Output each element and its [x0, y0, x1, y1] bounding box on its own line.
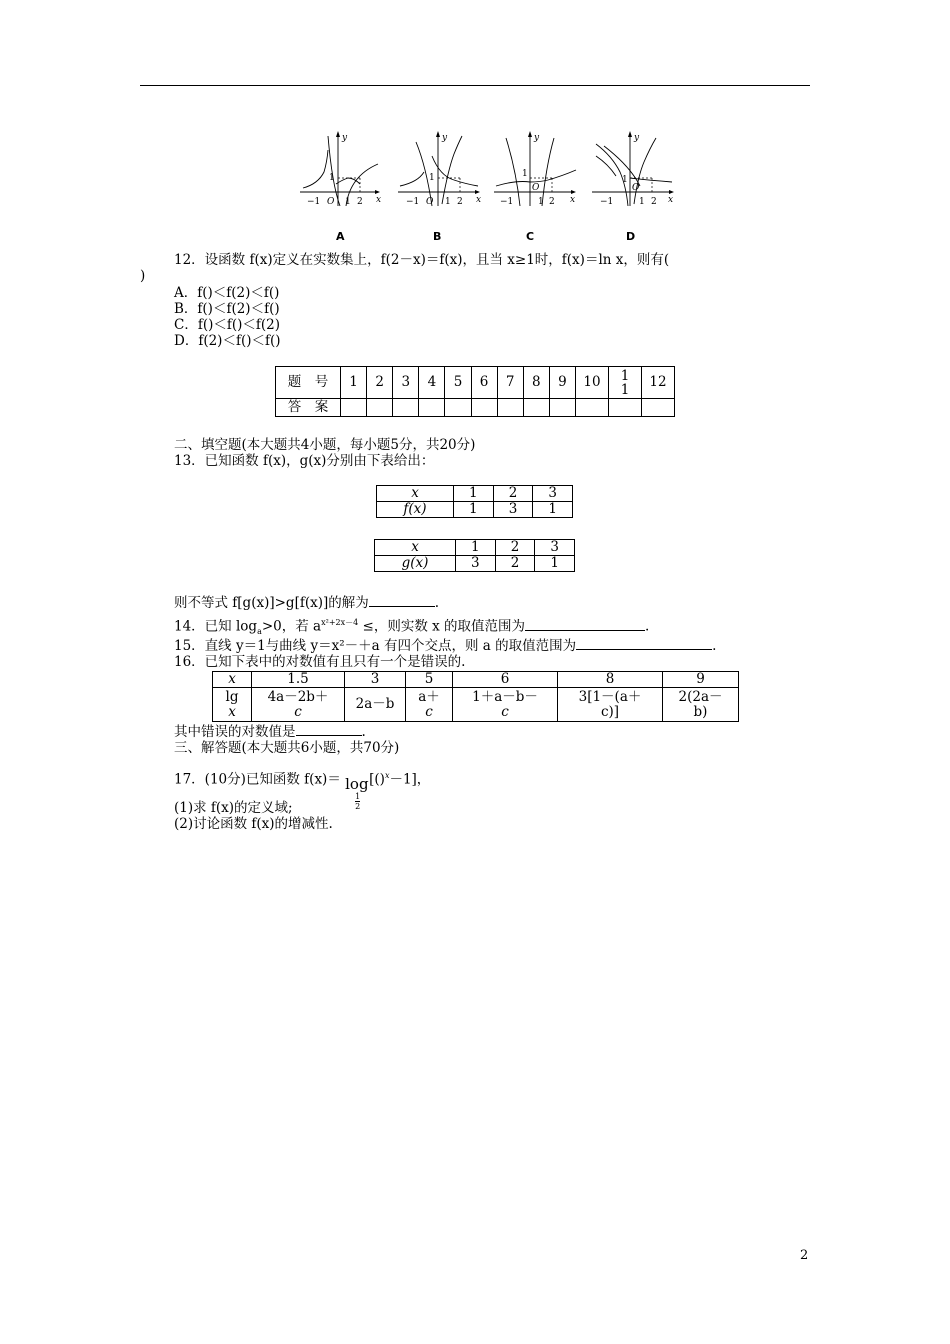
- q13-f-head: 1: [454, 486, 494, 502]
- q12-option-d: D．f(2)＜f()＜f(): [174, 333, 281, 349]
- q16-cell-line: 1＋a－b－: [472, 688, 538, 705]
- q16-table: [212, 671, 739, 722]
- q16-cell: [345, 688, 406, 722]
- q16-head: 3: [345, 672, 406, 688]
- graph-b-tick-neg1: −1: [406, 197, 420, 207]
- q16-cell-line: a＋: [418, 688, 440, 705]
- q16-cell-line: c: [501, 703, 509, 720]
- graph-b-y-label: y: [442, 133, 448, 143]
- graph-d-tick-1y: 1: [622, 175, 628, 185]
- graph-a-origin: O: [327, 197, 335, 207]
- answer-number: 4: [419, 367, 445, 399]
- graph-d-y-label: y: [634, 133, 640, 143]
- q16-cell-line: c: [294, 703, 302, 720]
- graph-b: [396, 126, 482, 208]
- q16-row-label: [213, 688, 252, 722]
- q17-exponent: x: [384, 771, 390, 780]
- q13-f-cell: 3: [493, 502, 533, 518]
- q16-cell: [252, 688, 345, 722]
- answer-table-number-label: 题 号: [276, 367, 341, 399]
- answer-number: 6: [471, 367, 497, 399]
- q17-log-text: log: [345, 774, 369, 793]
- q16-row-label-line: lg: [225, 688, 239, 705]
- answer-cell: [419, 399, 445, 417]
- answer-cell: [367, 399, 393, 417]
- q16-ask-end: .: [361, 724, 366, 740]
- graph-b-tick-1: 1: [445, 197, 451, 207]
- graph-b-tick-1y: 1: [429, 173, 435, 183]
- q13-ask-text: 则不等式 f[g(x)]>g[f(x)]的解为: [174, 595, 369, 611]
- q13-g-head: 3: [535, 540, 575, 556]
- q14-log-base: a: [257, 627, 262, 637]
- graph-a: [298, 126, 382, 208]
- q12-option-b: B．f()＜f(2)＜f(): [174, 301, 280, 317]
- graph-a-tick-1y: 1: [329, 173, 335, 183]
- q17-part-c: －1]，: [389, 771, 431, 788]
- q13-stem: 13．已知函数 f(x)，g(x)分别由下表给出：: [174, 453, 435, 469]
- answer-number: 12: [642, 367, 675, 399]
- q16-cell-line: 3[1－(a＋: [578, 688, 642, 705]
- graph-c-origin: O: [532, 183, 540, 193]
- answer-number: 5: [445, 367, 471, 399]
- q13-ask-end: .: [434, 595, 440, 611]
- q14-part-b: >0，若 a: [261, 618, 322, 635]
- q16-cell-line: 2(2a－: [678, 688, 723, 705]
- graph-b-origin: O: [426, 197, 434, 207]
- q13-g-head: 2: [495, 540, 535, 556]
- q16-head: 1.5: [252, 672, 345, 688]
- answer-number: 9: [549, 367, 575, 399]
- graph-c-label: C: [526, 230, 535, 243]
- header-rule: [140, 85, 810, 86]
- q16-head: 9: [663, 672, 739, 688]
- q12-option-c: C．f()＜f()＜f(2): [174, 317, 281, 333]
- answer-number: 10: [576, 367, 609, 399]
- answer-number: 7: [497, 367, 523, 399]
- answer-number: 2: [367, 367, 393, 399]
- q13-f-row-label: f(x): [377, 502, 454, 518]
- q15-answer-blank: [576, 637, 712, 650]
- q16-head: x: [213, 672, 252, 688]
- q16-stem: 16．已知下表中的对数值有且只有一个是错误的.: [174, 654, 466, 670]
- graph-c-tick-1: 1: [538, 197, 544, 207]
- q16-ask: [174, 723, 366, 740]
- q16-head: 8: [558, 672, 663, 688]
- graph-a-y-label: y: [342, 133, 348, 143]
- q14-exponent: x²+2x－4: [321, 618, 359, 627]
- q13-g-head: 1: [456, 540, 496, 556]
- q16-cell: [558, 688, 663, 722]
- graph-d-origin: O: [632, 183, 640, 193]
- q17-base-top: 1: [355, 791, 361, 801]
- answer-number: 1: [341, 367, 367, 399]
- q13-f-head: x: [377, 486, 454, 502]
- q16-head: 5: [406, 672, 453, 688]
- graph-b-x-label: x: [476, 195, 482, 205]
- q13-table-g: [374, 539, 575, 572]
- q13-f-cell: 1: [533, 502, 573, 518]
- graph-a-tick-1: 1: [345, 197, 351, 207]
- q13-g-cell: 3: [456, 556, 496, 572]
- graph-d-label: D: [626, 230, 636, 243]
- q16-cell-line: 4a－2b＋: [267, 688, 329, 705]
- q13-g-cell: 1: [535, 556, 575, 572]
- q12-option-a: A．f()＜f(2)＜f(): [174, 285, 280, 301]
- answer-number: 3: [393, 367, 419, 399]
- q16-ask-text: 其中错误的对数值是: [174, 724, 296, 740]
- answer-number: 1 1: [609, 367, 642, 399]
- q17-part-2: (2)讨论函数 f(x)的增减性.: [174, 816, 333, 832]
- page-number: 2: [800, 1248, 809, 1263]
- graph-b-tick-2: 2: [457, 197, 463, 207]
- q17-base-bottom: 2: [355, 801, 361, 811]
- q17-part-b: [(): [369, 771, 385, 788]
- q13-answer-blank: [369, 594, 435, 607]
- q13-f-head: 3: [533, 486, 573, 502]
- q13-ask: [174, 594, 439, 611]
- graph-d-tick-1: 1: [639, 197, 645, 207]
- q13-f-cell: 1: [454, 502, 494, 518]
- q12-stem: 12．设函数 f(x)定义在实数集上，f(2－x)＝f(x)，且当 x≥1时，f(x)＝ln x，则有(: [174, 252, 670, 268]
- answer-cell: [576, 399, 609, 417]
- answer-cell: [445, 399, 471, 417]
- q15-part-b: ＋a 有四个交点，则 a 的取值范围为: [358, 638, 577, 654]
- q16-cell: [663, 688, 739, 722]
- q16-row-label-line: x: [228, 703, 236, 720]
- q14-part-c: ≤，则实数 x 的取值范围为: [358, 618, 526, 635]
- graph-a-x-label: x: [376, 195, 382, 205]
- graph-c-y-label: y: [534, 133, 540, 143]
- graph-c-tick-2: 2: [549, 197, 555, 207]
- answer-table-answer-label: 答 案: [276, 399, 341, 417]
- answer-table: [275, 366, 675, 417]
- answer-number: 8: [523, 367, 549, 399]
- graph-c-tick-neg1: −1: [500, 197, 514, 207]
- graph-d-x-label: x: [668, 195, 674, 205]
- q17-part-a: 17．(10分)已知函数 f(x)＝: [174, 771, 341, 788]
- graph-a-tick-2: 2: [357, 197, 363, 207]
- q16-cell-line: c: [425, 703, 433, 720]
- graph-c-tick-1y: 1: [522, 169, 528, 179]
- q12-stem-end: ): [140, 268, 146, 284]
- q16-cell: [406, 688, 453, 722]
- q14-part-a: 14．已知 log: [174, 618, 258, 635]
- q13-g-head: x: [375, 540, 456, 556]
- graph-d: [590, 126, 676, 208]
- q17-log-base: [355, 792, 360, 811]
- q14-part-d: .: [645, 618, 650, 635]
- q13-g-cell: 2: [495, 556, 535, 572]
- q16-cell: [453, 688, 558, 722]
- q16-cell-line: b): [693, 703, 708, 720]
- answer-cell: [642, 399, 675, 417]
- graph-a-tick-neg1: −1: [307, 197, 321, 207]
- answer-cell: [549, 399, 575, 417]
- graph-a-label: A: [336, 230, 345, 243]
- q16-answer-blank: [296, 723, 362, 736]
- graph-c: [492, 126, 578, 208]
- q14-answer-blank: [525, 618, 645, 631]
- q15-part-c: .: [712, 638, 717, 654]
- answer-cell: [609, 399, 642, 417]
- q16-cell-line: 2a－b: [355, 696, 395, 712]
- q13-g-row-label: g(x): [375, 556, 456, 572]
- q16-head: 6: [453, 672, 558, 688]
- graph-d-tick-neg1: −1: [600, 197, 614, 207]
- q16-cell-line: c)]: [600, 703, 620, 720]
- section-2-title: 二、填空题(本大题共4小题，每小题5分，共20分): [174, 437, 476, 453]
- q13-table-f: [376, 485, 573, 518]
- q17-part-1: (1)求 f(x)的定义域;: [174, 800, 293, 816]
- answer-cell: [523, 399, 549, 417]
- graph-d-tick-2: 2: [651, 197, 657, 207]
- q15: [174, 637, 716, 654]
- graph-b-label: B: [433, 230, 442, 243]
- graph-c-x-label: x: [570, 195, 576, 205]
- q15-part-a: 15．直线 y＝1与曲线 y＝x²－: [174, 638, 359, 654]
- section-3-title: 三、解答题(本大题共6小题，共70分): [174, 740, 400, 756]
- answer-cell: [471, 399, 497, 417]
- q13-f-head: 2: [493, 486, 533, 502]
- answer-cell: [393, 399, 419, 417]
- answer-cell: [497, 399, 523, 417]
- answer-cell: [341, 399, 367, 417]
